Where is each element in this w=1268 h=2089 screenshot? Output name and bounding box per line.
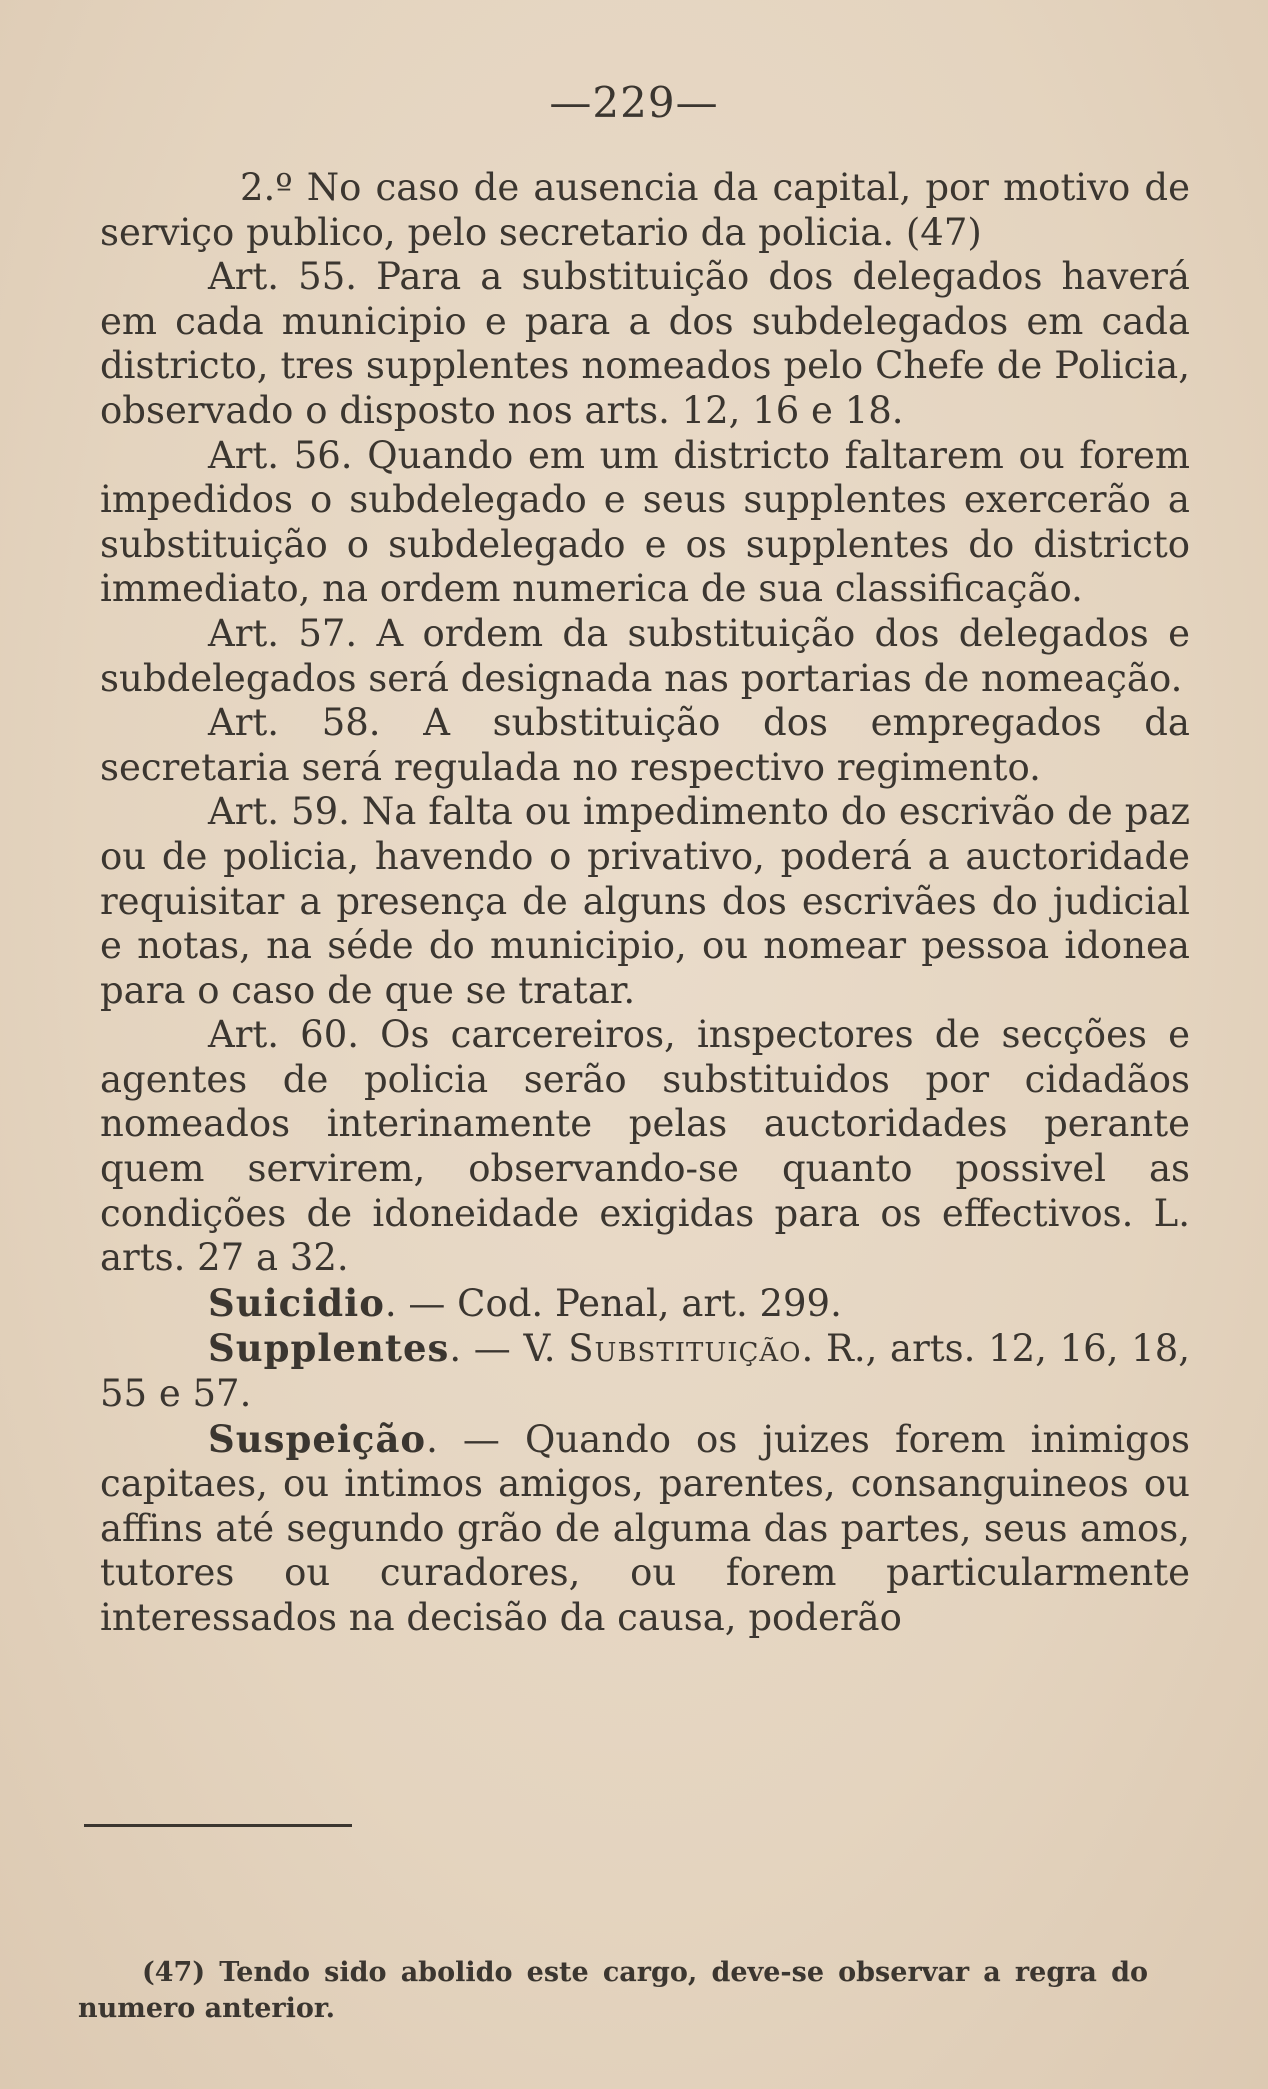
paragraph-item-2: 2.º No caso de ausencia da capital, por motivo de serviço publico, pelo secretario da policia. (47) [100,166,1190,254]
page-body [100,166,1190,1641]
entry-suspeicao [100,1417,1190,1641]
paragraph-art-55: Art. 55. Para a substituição dos delegados haverá em cada municipio e para a dos subdelegados em cada districto, tres supplentes nomeados pelo Chefe de Policia, observado o disposto nos arts. 12, 16 e 18. [100,255,1190,432]
entry-text: . — Cod. Penal, art. 299. [384,1281,842,1325]
entry-text: . — Quando os juizes forem inimigos capitaes, ou intimos amigos, parentes, consanguineos ou affins até segundo grão de alguma das partes, seus amos, tutores ou curadores, ou forem particularmente interessados na decisão da causa, poderão [100,1417,1190,1639]
page-number: —229— [549,78,719,127]
entry-text: . R., arts. 12, 16, 18, 55 e 57. [100,1327,1190,1416]
paragraph-art-59: Art. 59. Na falta ou impedimento do escrivão de paz ou de policia, havendo o privativo, poderá a auctoridade requisitar a presença de alguns dos escrivães do judicial e notas, na séde do municipio, ou nomear pessoa idonea para o caso de que se tratar. [100,790,1190,1012]
entry-term: Suicidio [208,1280,385,1325]
entry-term: Suspeição [208,1416,427,1461]
footnote-divider [84,1824,352,1827]
entry-suicidio [100,1281,1190,1327]
cross-reference: Substituição [568,1327,802,1371]
paragraph-art-56: Art. 56. Quando em um districto faltarem ou forem impedidos o subdelegado e seus supplentes exercerão a substituição o subdelegado e os supplentes do districto immediato, na ordem numerica de sua classificação. [100,433,1190,611]
entry-text: . — V. [449,1327,569,1371]
paragraph-art-58: Art. 58. A substituição dos empregados da secretaria será regulada no respectivo regimento. [100,701,1190,789]
entry-supplentes [100,1326,1190,1416]
footnote [78,1955,1148,2027]
entry-term: Supplentes [208,1326,450,1371]
paragraph-art-57: Art. 57. A ordem da substituição dos delegados e subdelegados será designada nas portarias de nomeação. [100,611,1190,700]
paragraph-art-60: Art. 60. Os carcereiros, inspectores de secções e agentes de policia serão substituidos por cidadãos nomeados interinamente pelas auctoridades perante quem servirem, observando-se quanto possivel as condições de idoneidade exigidas para os effectivos. L. arts. 27 a 32. [100,1013,1190,1280]
footnote-text: (47) Tendo sido abolido este cargo, deve-se observar a regra do numero anterior. [78,1957,1148,2024]
